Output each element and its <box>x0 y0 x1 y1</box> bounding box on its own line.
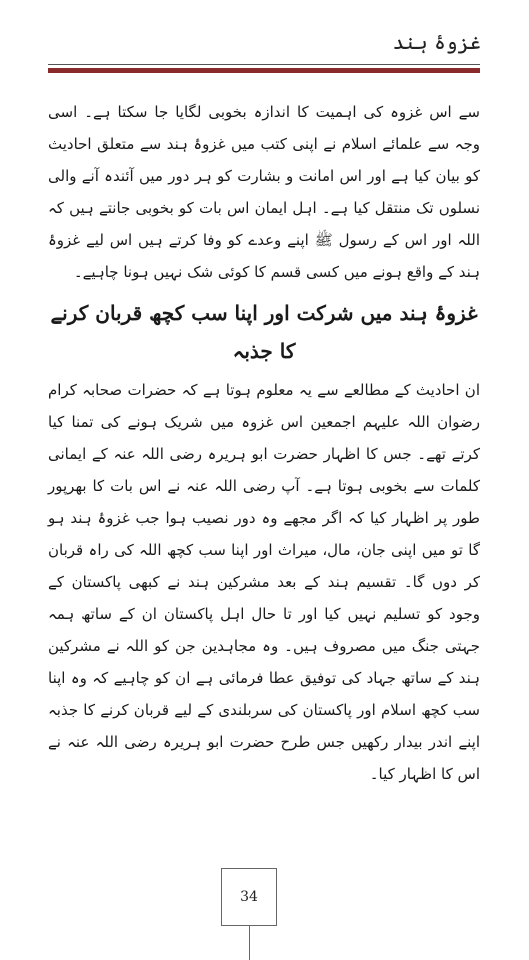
running-header-title: غزوۂ ہند <box>392 30 481 54</box>
header-rule-thick <box>48 68 480 73</box>
body-paragraph-2: ان احادیث کے مطالعے سے یہ معلوم ہوتا ہے کہ حضرات صحابہ کرام رضوان اللہ علیہم اجمعین اس غزوہ میں شریک ہونے کی تمنا کیا کرتے تھے۔ جس کا اظہار حضرت ابو ہریرہ رضی اللہ عنہ کے ایمانی کلمات سے بخوبی ہوتا ہے۔ آپ رضی اللہ عنہ نے اس بات کا بھرپور طور پر اظہار کیا کہ اگر مجھے وہ دور نصیب ہوا جب غزوۂ ہند ہو گا تو میں اپنی جان، مال، میراث اور اپنا سب کچھ اللہ کی راہ قربان کر دوں گا۔ تقسیم ہند کے بعد مشرکین ہند نے کبھی پاکستان کے وجود کو تسلیم نہیں کیا اور تا حال اہل پاکستان ان کے ساتھ ہمہ جہتی جنگ میں مصروف ہیں۔ وہ مجاہدین جن کو اللہ نے مشرکین ہند کے ساتھ جہاد کی توفیق عطا فرمائی ہے ان کو چاہیے کہ وہ اپنا سب کچھ اسلام اور پاکستان کی سربلندی کے لیے قربان کرنے کا جذبہ اپنے اندر بیدار رکھیں جس طرح حضرت ابو ہریرہ رضی اللہ عنہ نے اس کا اظہار کیا۔ <box>48 381 480 783</box>
body-paragraph-1: سے اس غزوہ کی اہمیت کا اندازہ بخوبی لگایا جا سکتا ہے۔ اسی وجہ سے علمائے اسلام نے اپنی کتب میں غزوۂ ہند سے متعلق احادیث کو بیان کیا ہے اور اس امانت و بشارت کو ہر دور میں آئندہ آنے والی نسلوں تک منتقل کیا ہے۔ اہل ایمان اس بات کو بخوبی جانتے ہیں کہ اللہ اور اس کے رسول ﷺ اپنے وعدے کو وفا کرتے ہیں اس لیے غزوۂ ہند کے واقع ہونے میں کسی قسم کا کوئی شک نہیں ہونا چاہیے۔ <box>48 103 480 281</box>
page-number: 34 <box>240 889 258 905</box>
page-number-box <box>221 868 277 926</box>
header-rule-thin <box>48 64 480 65</box>
section-heading: غزوۂ ہند میں شرکت اور اپنا سب کچھ قربان کرنے کا جذبہ <box>50 301 478 363</box>
page-number-stem <box>249 926 250 960</box>
page-body <box>48 96 480 790</box>
